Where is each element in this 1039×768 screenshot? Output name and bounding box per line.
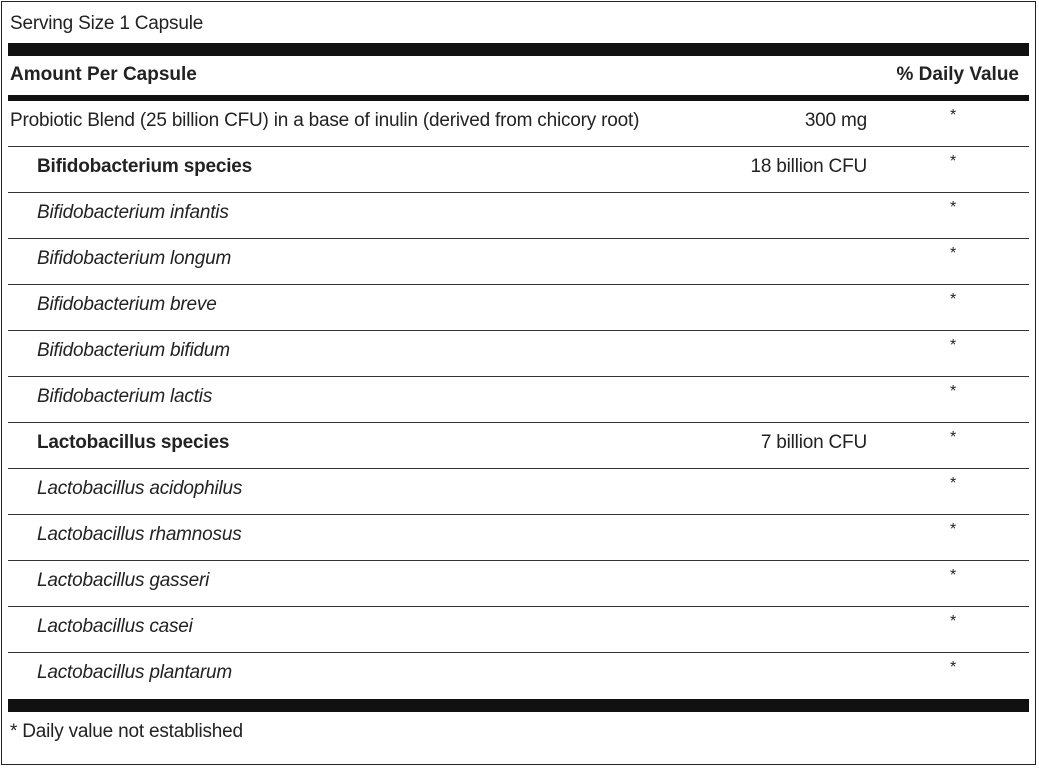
ingredient-row	[8, 285, 1029, 331]
daily-value: *	[950, 337, 957, 354]
daily-value: *	[950, 383, 957, 400]
ingredient-amount: 7 billion CFU	[760, 432, 867, 453]
daily-value: *	[950, 153, 957, 170]
ingredient-row	[8, 469, 1029, 515]
divider-thick-top	[8, 43, 1029, 56]
daily-value-header: % Daily Value	[896, 64, 1019, 85]
daily-value: *	[950, 475, 957, 492]
ingredient-row	[8, 607, 1029, 653]
ingredient-name: Bifidobacterium infantis	[37, 202, 229, 223]
divider-thick-bottom	[8, 699, 1029, 712]
ingredient-amount: 300 mg	[804, 110, 867, 131]
ingredient-name: Bifidobacterium species	[37, 156, 253, 177]
daily-value: *	[950, 199, 957, 216]
serving-size: Serving Size 1 Capsule	[10, 13, 204, 34]
ingredient-name: Bifidobacterium longum	[37, 248, 232, 269]
ingredient-name: Lactobacillus acidophilus	[37, 478, 243, 499]
daily-value: *	[950, 291, 957, 308]
amount-per-capsule-header: Amount Per Capsule	[10, 64, 197, 85]
ingredient-row	[8, 239, 1029, 285]
daily-value: *	[950, 429, 957, 446]
ingredient-name: Bifidobacterium bifidum	[37, 340, 230, 361]
ingredient-row	[8, 147, 1029, 193]
daily-value: *	[950, 613, 957, 630]
ingredient-name: Lactobacillus gasseri	[37, 570, 210, 591]
ingredient-row	[8, 561, 1029, 607]
footnote: * Daily value not established	[10, 721, 243, 742]
ingredient-name: Lactobacillus plantarum	[37, 662, 233, 683]
daily-value: *	[950, 659, 957, 676]
daily-value: *	[950, 567, 957, 584]
ingredient-amount: 18 billion CFU	[750, 156, 867, 177]
ingredient-row	[8, 377, 1029, 423]
daily-value: *	[950, 245, 957, 262]
daily-value: *	[950, 521, 957, 538]
ingredient-row	[8, 653, 1029, 699]
ingredient-name: Probiotic Blend (25 billion CFU) in a base of inulin (derived from chicory root)	[10, 110, 640, 131]
daily-value: *	[950, 107, 957, 124]
ingredient-row	[8, 331, 1029, 377]
ingredient-row	[8, 193, 1029, 239]
ingredient-name: Lactobacillus rhamnosus	[37, 524, 242, 545]
ingredient-name: Bifidobacterium breve	[37, 294, 217, 315]
ingredient-row	[8, 101, 1029, 147]
ingredient-table	[8, 101, 1029, 699]
ingredient-name: Bifidobacterium lactis	[37, 386, 213, 407]
ingredient-row	[8, 515, 1029, 561]
ingredient-name: Lactobacillus species	[37, 432, 230, 453]
ingredient-name: Lactobacillus casei	[37, 616, 193, 637]
ingredient-row	[8, 423, 1029, 469]
